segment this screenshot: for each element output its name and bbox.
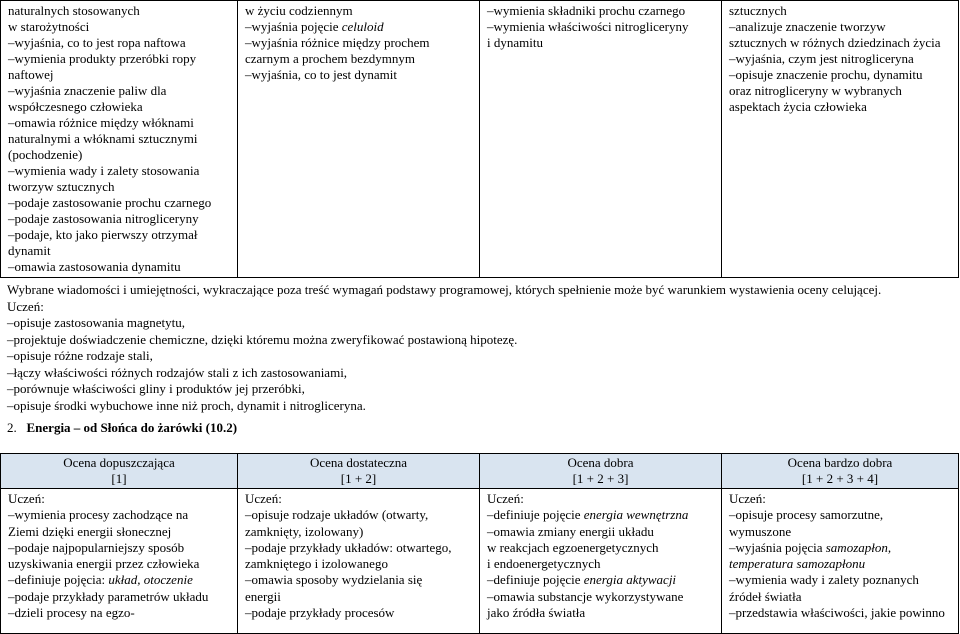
header-dobra: [480, 454, 722, 489]
header-dostateczna: [238, 454, 480, 489]
text-line: oraz nitrogliceryny w wybranych: [729, 83, 902, 98]
extra-line: –projektuje doświadczenie chemiczne, dzięki któremu można zweryfikować postawioną hipotezę.: [7, 331, 518, 347]
bottom-col-bardzo-dobra: [722, 489, 959, 634]
term-italic: celuloid: [341, 19, 384, 34]
section-title: Energia – od Słońca do żarówki (10.2): [26, 420, 238, 435]
text-line: czarnym a prochem bezdymnym: [245, 51, 416, 66]
section-number: 2.: [7, 420, 17, 435]
celujaca-extra-requirements: [7, 282, 952, 414]
text-line: –wyjaśnia, co to jest ropa naftowa: [8, 35, 186, 50]
text-line: –wymienia właściwości nitrogliceryny: [487, 19, 689, 34]
top-col-dobra: [480, 1, 722, 278]
extra-line: –opisuje środki wybuchowe inne niż proch, dynamit i nitrogliceryna.: [7, 397, 366, 413]
header-levels: [1]: [111, 471, 127, 486]
header-bardzo-dobra: [722, 454, 959, 489]
text-line: [729, 540, 953, 556]
text-line: w reakcjach egzoenergetycznych: [487, 539, 659, 555]
text-line: Uczeń:: [729, 491, 766, 506]
text-line: –wymienia wady i zalety stosowania: [8, 163, 200, 178]
bottom-col-dostateczna: [238, 489, 480, 634]
text-line: –wyjaśnia znaczenie paliw dla: [8, 83, 167, 98]
text-line: naturalnymi a włóknami sztucznymi: [8, 131, 198, 146]
text-line: –podaje przykłady procesów: [245, 605, 395, 621]
text-line: naturalnych stosowanych: [8, 3, 140, 18]
header-title: Ocena dostateczna: [309, 455, 408, 470]
text-line: [487, 572, 716, 588]
text-line: –przedstawia właściwości, jakie powinno: [729, 605, 945, 621]
header-dopuszczajaca: [1, 454, 238, 489]
header-levels: [1 + 2]: [340, 471, 377, 486]
term-italic: temperatura samozapłonu: [729, 556, 866, 572]
section-heading: [7, 420, 237, 436]
text-line: sztucznych w różnych dziedzinach życia: [729, 35, 941, 50]
top-col-dopuszczajaca: [1, 1, 238, 278]
text-line: [8, 572, 232, 588]
text-span: –definiuje pojęcia:: [8, 572, 106, 588]
text-line: –wyjaśnia, co to jest dynamit: [245, 67, 398, 82]
text-line: –wyjaśnia, czym jest nitrogliceryna: [729, 51, 914, 66]
text-line: –dzieli procesy na egzo-: [8, 605, 135, 621]
text-line: w życiu codziennym: [245, 3, 353, 18]
text-line: i dynamitu: [487, 35, 543, 50]
text-line: [729, 556, 953, 572]
text-line: –wymienia składniki prochu czarnego: [487, 3, 686, 18]
text-line: zamknięty, izolowany): [245, 523, 364, 539]
text-line: Uczeń:: [245, 491, 282, 506]
text-span: –definiuje pojęcie: [487, 572, 581, 588]
text-span: –definiuje pojęcie: [487, 507, 581, 523]
requirements-table-continued: [0, 0, 959, 278]
text-line: [245, 19, 474, 35]
top-col-dostateczna: [238, 1, 480, 278]
text-line: –podaje przykłady układów: otwartego,: [245, 539, 452, 555]
text-span: –wyjaśnia pojęcia: [729, 539, 823, 555]
text-line: Uczeń:: [8, 491, 45, 506]
text-line: i endoenergetycznych: [487, 556, 601, 572]
text-line: jako źródła światła: [487, 605, 586, 621]
header-levels: [1 + 2 + 3 + 4]: [801, 471, 879, 486]
text-line: dynamit: [8, 243, 51, 258]
text-line: uzyskiwania energii przez człowieka: [8, 556, 200, 572]
extra-line: Uczeń:: [7, 298, 44, 314]
header-title: Ocena bardzo dobra: [787, 455, 893, 470]
text-line: –wymienia procesy zachodzące na: [8, 507, 189, 523]
top-col-bardzo-dobra: [722, 1, 959, 278]
extra-line: –porównuje właściwości gliny i produktów jej przeróbki,: [7, 381, 305, 396]
text-line: sztucznych: [729, 3, 787, 18]
text-line: –omawia sposoby wydzielania się: [245, 572, 423, 588]
text-line: –podaje zastosowania nitrogliceryny: [8, 211, 199, 226]
text-line: –podaje przykłady parametrów układu: [8, 588, 209, 604]
extra-line: –opisuje różne rodzaje stali,: [7, 348, 153, 363]
text-span: –wyjaśnia pojęcie: [245, 19, 339, 34]
term-italic: układ, otoczenie: [108, 572, 193, 588]
text-line: zamkniętego i izolowanego: [245, 556, 388, 572]
bottom-col-dopuszczajaca: [1, 489, 238, 634]
header-title: Ocena dobra: [567, 455, 634, 470]
text-line: w starożytności: [8, 19, 90, 34]
extra-intro: Wybrane wiadomości i umiejętności, wykraczające poza treść wymagań podstawy programowej, których spełnienie może być warunkiem wystawienia oceny celującej.: [7, 282, 882, 297]
extra-line: –łączy właściwości różnych rodzajów stali z ich zastosowaniami,: [7, 364, 348, 380]
text-line: –omawia substancje wykorzystywane: [487, 588, 684, 604]
text-line: współczesnego człowieka: [8, 99, 143, 114]
text-line: –opisuje znaczenie prochu, dynamitu: [729, 67, 923, 82]
text-line: źródeł światła: [729, 588, 802, 604]
text-line: –podaje zastosowanie prochu czarnego: [8, 195, 212, 210]
text-line: –podaje, kto jako pierwszy otrzymał: [8, 227, 198, 242]
text-line: –omawia zastosowania dynamitu: [8, 259, 181, 274]
term-italic: samozapłon,: [825, 539, 892, 555]
energy-requirements-table: [0, 453, 959, 634]
header-title: Ocena dopuszczająca: [63, 455, 175, 470]
bottom-col-dobra: [480, 489, 722, 634]
text-line: energii: [245, 588, 281, 604]
text-line: (pochodzenie): [8, 147, 83, 162]
text-line: [487, 507, 716, 523]
text-line: Ziemi dzięki energii słonecznej: [8, 523, 172, 539]
text-line: –opisuje procesy samorzutne,: [729, 507, 884, 523]
text-line: –podaje najpopularniejszy sposób: [8, 539, 185, 555]
header-levels: [1 + 2 + 3]: [572, 471, 629, 486]
text-line: –wyjaśnia różnice między prochem: [245, 35, 430, 50]
text-line: –wymienia produkty przeróbki ropy: [8, 51, 197, 66]
text-line: aspektach życia człowieka: [729, 99, 867, 114]
text-line: wymuszone: [729, 523, 792, 539]
text-line: –analizuje znaczenie tworzyw: [729, 19, 886, 34]
term-italic: energia wewnętrzna: [583, 507, 689, 523]
text-line: –omawia różnice między włóknami: [8, 115, 194, 130]
text-line: tworzyw sztucznych: [8, 179, 115, 194]
text-line: naftowej: [8, 67, 54, 82]
extra-line: –opisuje zastosowania magnetytu,: [7, 315, 185, 330]
text-line: –wymienia wady i zalety poznanych: [729, 572, 919, 588]
term-italic: energia aktywacji: [583, 572, 677, 588]
text-line: Uczeń:: [487, 491, 524, 506]
text-line: –omawia zmiany energii układu: [487, 523, 654, 539]
text-line: –opisuje rodzaje układów (otwarty,: [245, 507, 429, 523]
